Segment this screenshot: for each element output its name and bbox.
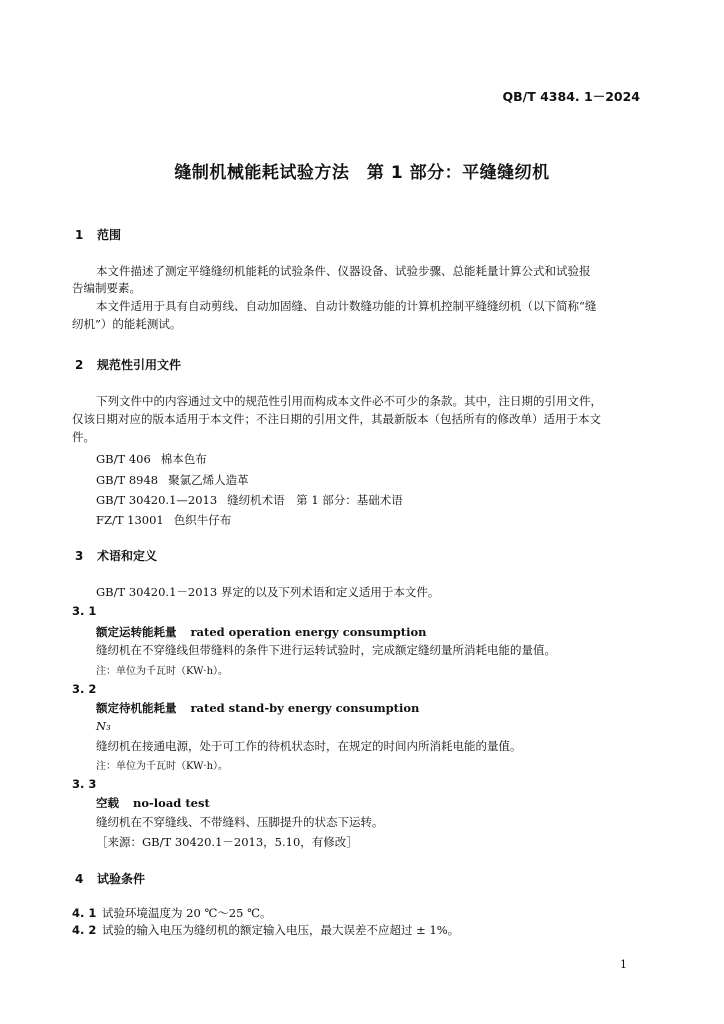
standard-number: QB/T 4384. 1－2024 — [502, 89, 640, 104]
scope-para-2-line-2: 纫机”）的能耗测试。 — [72, 317, 182, 331]
condition-number: 4. 2 — [72, 923, 97, 937]
terms-intro: GB/T 30420.1－2013 界定的以及下列术语和定义适用于本文件。 — [96, 585, 440, 599]
section-number: 2 — [75, 358, 84, 372]
term-note: 注：单位为千瓦时（KW·h）。 — [96, 761, 229, 772]
section-3-heading — [75, 547, 157, 564]
section-number: 1 — [75, 228, 84, 242]
normative-intro-line-3: 件。 — [72, 430, 95, 444]
reference-code: GB/T 406 — [96, 452, 151, 466]
term-number: 3. 1 — [72, 604, 97, 618]
condition-text: 试验的输入电压为缝纫机的额定输入电压，最大误差不应超过 ± 1%。 — [102, 923, 460, 937]
reference-code: FZ/T 13001 — [96, 513, 164, 527]
section-title: 规范性引用文件 — [97, 358, 182, 372]
term-source: ［来源：GB/T 30420.1－2013，5.10，有修改］ — [96, 835, 358, 849]
scope-para-2-line-1: 本文件适用于具有自动剪线、自动加固缝、自动计数缝功能的计算机控制平缝缝纫机（以下简称“缝 — [96, 299, 597, 313]
scope-para-1-line-1: 本文件描述了测定平缝缝纫机能耗的试验条件、仪器设备、试验步骤、总能耗量计算公式和试验报 — [96, 264, 591, 278]
condition-item — [72, 922, 459, 938]
reference-name: 缝纫机术语 第 1 部分：基础术语 — [227, 493, 403, 507]
document-title: 缝制机械能耗试验方法 第 1 部分：平缝缝纫机 — [174, 163, 550, 183]
section-number: 3 — [75, 549, 84, 563]
reference-item — [96, 451, 207, 467]
condition-number: 4. 1 — [72, 906, 97, 920]
reference-name: 色织牛仔布 — [173, 513, 232, 527]
page-number: 1 — [620, 958, 627, 971]
reference-code: GB/T 30420.1—2013 — [96, 493, 218, 507]
section-1-heading — [75, 226, 121, 243]
reference-item — [96, 492, 403, 508]
section-title: 术语和定义 — [97, 549, 158, 563]
term-note: 注：单位为千瓦时（KW·h）。 — [96, 666, 229, 677]
term-name — [96, 624, 427, 640]
section-4-heading — [75, 870, 145, 887]
term-name — [96, 700, 419, 716]
condition-item — [72, 905, 271, 921]
term-name-en: no-load test — [133, 796, 210, 810]
reference-name: 聚氯乙烯人造革 — [168, 473, 249, 487]
term-number: 3. 2 — [72, 682, 97, 696]
normative-intro-line-2: 仅该日期对应的版本适用于本文件；不注日期的引用文件，其最新版本（包括所有的修改单）适用于本文 — [72, 412, 601, 426]
term-number: 3. 3 — [72, 777, 97, 791]
term-name-zh: 额定待机能耗量 — [96, 701, 177, 715]
term-name — [96, 795, 210, 811]
section-2-heading — [75, 356, 181, 373]
term-name-en: rated operation energy consumption — [190, 625, 427, 639]
scope-para-1-line-2: 告编制要素。 — [72, 281, 141, 295]
term-definition: 缝纫机在不穿缝线、不带缝料、压脚提升的状态下运转。 — [96, 815, 384, 829]
term-symbol: N₃ — [96, 719, 111, 733]
term-name-zh: 空载 — [96, 796, 119, 810]
section-title: 试验条件 — [97, 872, 146, 886]
term-name-en: rated stand-by energy consumption — [190, 701, 420, 715]
term-name-zh: 额定运转能耗量 — [96, 625, 177, 639]
section-number: 4 — [75, 872, 84, 886]
reference-name: 棉本色布 — [160, 452, 207, 466]
normative-intro-line-1: 下列文件中的内容通过文中的规范性引用而构成本文件必不可少的条款。其中，注日期的引用文件， — [96, 394, 602, 408]
condition-text: 试验环境温度为 20 ℃～25 ℃。 — [102, 906, 272, 920]
reference-item — [96, 512, 231, 528]
term-definition: 缝纫机在接通电源，处于可工作的待机状态时，在规定的时间内所消耗电能的量值。 — [96, 739, 522, 753]
reference-code: GB/T 8948 — [96, 473, 159, 487]
term-definition: 缝纫机在不穿缝线但带缝料的条件下进行运转试验时，完成额定缝纫量所消耗电能的量值。 — [96, 643, 556, 657]
section-title: 范围 — [97, 228, 122, 242]
reference-item — [96, 472, 249, 488]
